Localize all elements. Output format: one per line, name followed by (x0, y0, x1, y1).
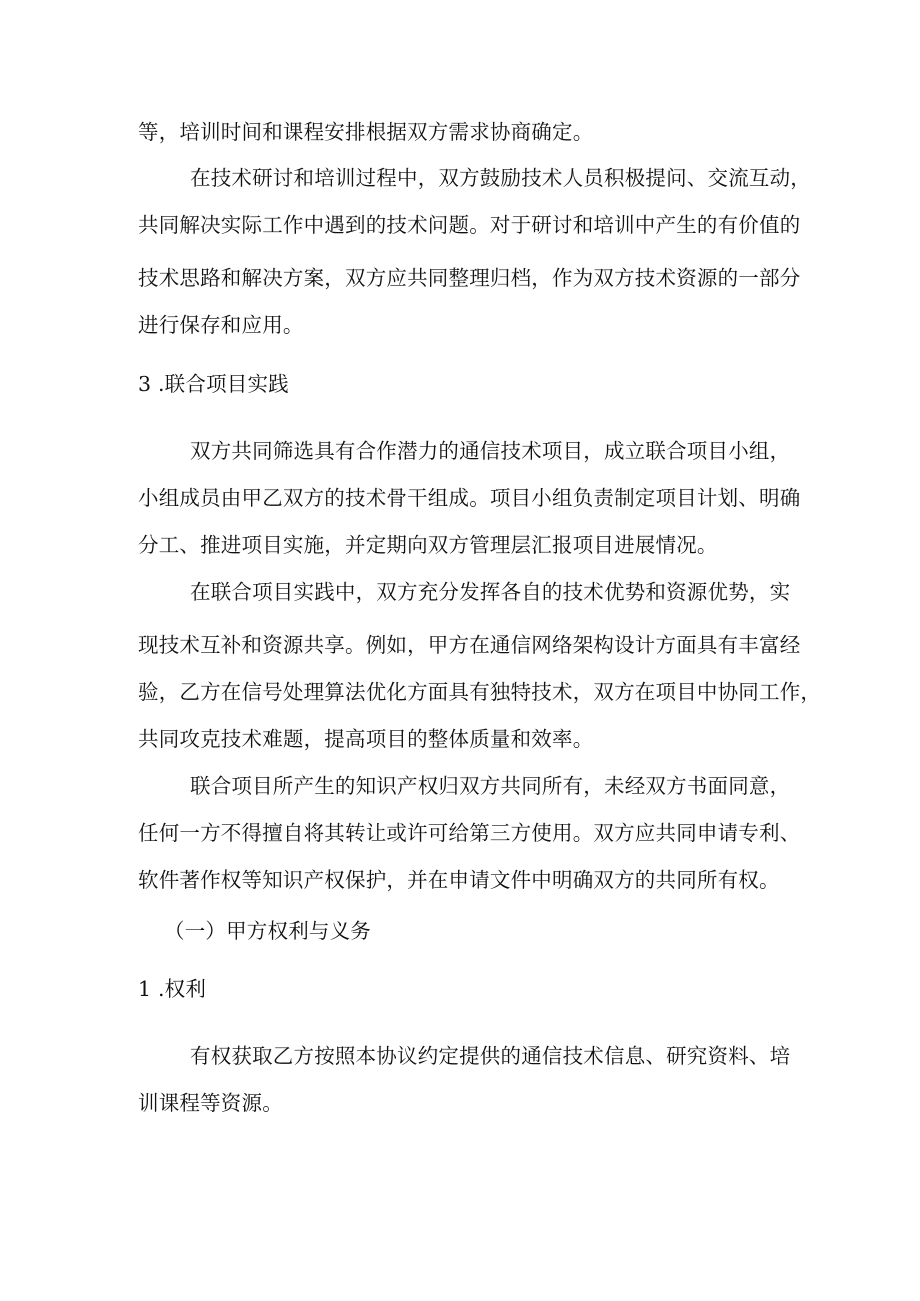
section-heading: 1 .权利 (138, 977, 207, 1001)
paragraph-line: 在联合项目实践中，双方充分发挥各自的技术优势和资源优势，实 (190, 580, 791, 604)
paragraph-line: 有权获取乙方按照本协议约定提供的通信技术信息、研究资料、培 (190, 1044, 791, 1068)
paragraph-line: 共同攻克技术难题，提高项目的整体质量和效率。 (138, 727, 594, 751)
paragraph-line: 小组成员由甲乙双方的技术骨干组成。项目小组负责制定项目计划、明确 (138, 486, 801, 510)
paragraph-line: 软件著作权等知识产权保护，并在申请文件中明确双方的共同所有权。 (138, 868, 780, 892)
section-heading: （一）甲方权利与义务 (164, 919, 371, 943)
paragraph-line: 现技术互补和资源共享。例如，甲方在通信网络架构设计方面具有丰富经 (138, 633, 801, 657)
paragraph-line: 验，乙方在信号处理算法优化方面具有独特技术，双方在项目中协同工作， (138, 680, 822, 704)
paragraph-line: 训课程等资源。 (138, 1091, 283, 1115)
section-heading: 3 .联合项目实践 (138, 372, 289, 396)
paragraph-line: 双方共同筛选具有合作潜力的通信技术项目，成立联合项目小组， (190, 439, 791, 463)
paragraph-line: 任何一方不得擅自将其转让或许可给第三方使用。双方应共同申请专利、 (138, 821, 801, 845)
paragraph-line: 技术思路和解决方案，双方应共同整理归档，作为双方技术资源的一部分 (138, 266, 801, 290)
paragraph-line: 分工、推进项目实施，并定期向双方管理层汇报项目进展情况。 (138, 533, 718, 557)
paragraph-line: 联合项目所产生的知识产权归双方共同所有，未经双方书面同意， (190, 774, 791, 798)
paragraph-line: 在技术研讨和培训过程中，双方鼓励技术人员积极提问、交流互动， (190, 166, 811, 190)
paragraph-line: 共同解决实际工作中遇到的技术问题。对于研讨和培训中产生的有价值的 (138, 213, 801, 237)
paragraph-line: 进行保存和应用。 (138, 313, 304, 337)
paragraph-line: 等，培训时间和课程安排根据双方需求协商确定。 (138, 120, 594, 144)
